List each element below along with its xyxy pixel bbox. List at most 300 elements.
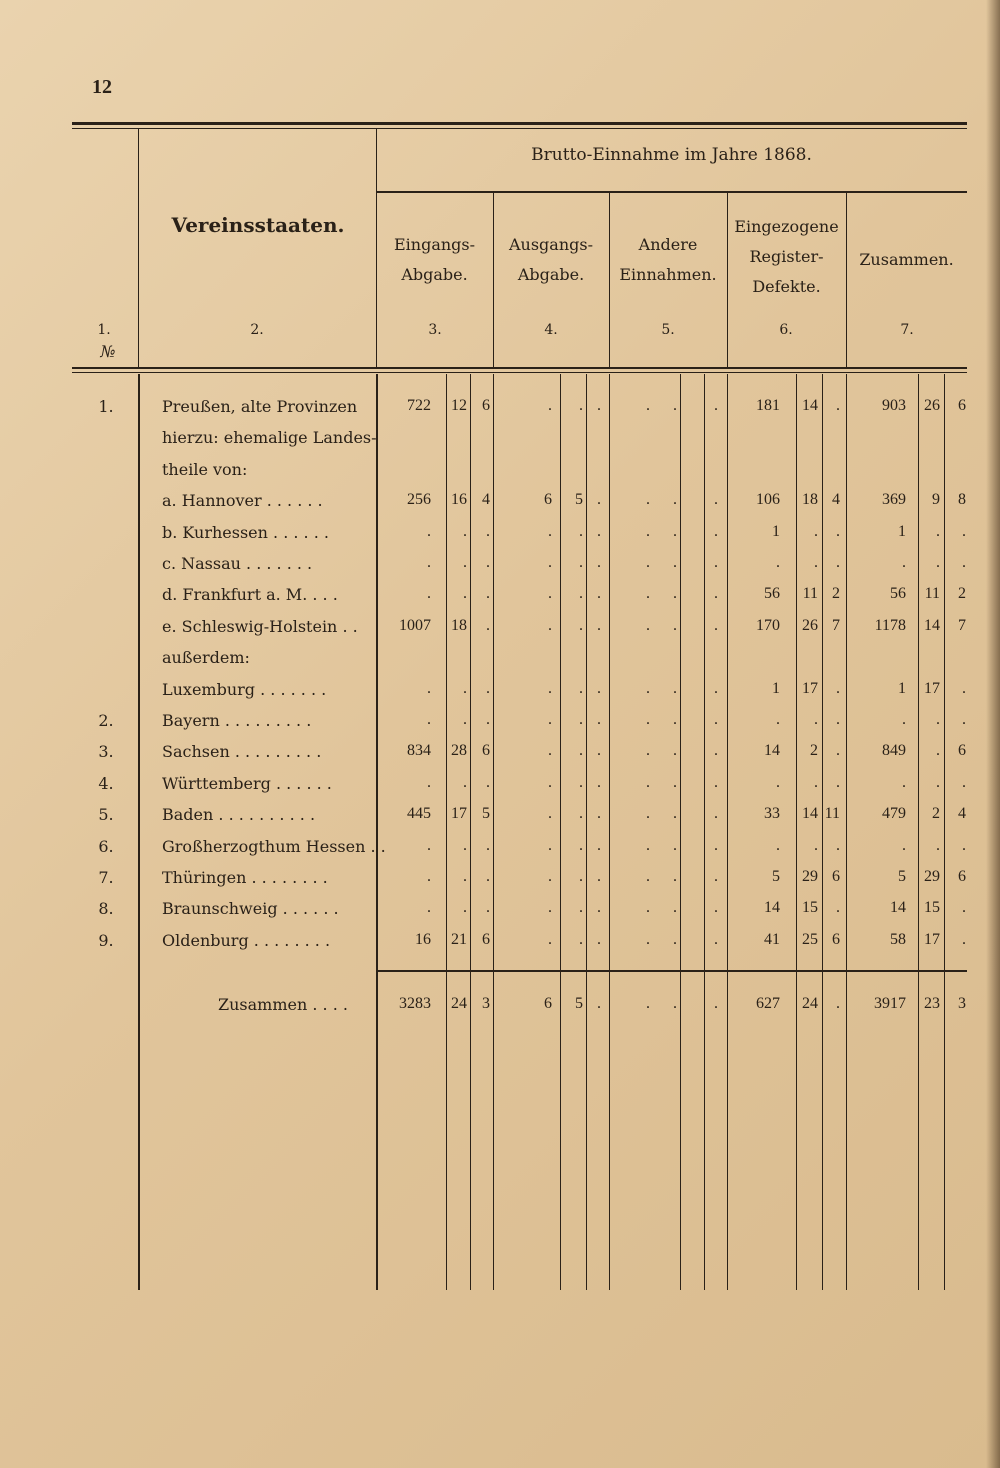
table-cell: .	[646, 868, 650, 885]
table-cell: .	[673, 523, 677, 540]
table-cell: .	[902, 837, 906, 854]
row-label: hierzu: ehemalige Landes-	[162, 428, 377, 447]
table-cell: .	[548, 523, 552, 540]
col-header-line: Abgabe.	[517, 265, 585, 284]
table-cell: .	[597, 742, 601, 759]
table-cell: .	[673, 680, 677, 697]
table-cell: .	[646, 711, 650, 728]
table-cell: 26	[802, 617, 818, 634]
table-cell: .	[714, 899, 718, 916]
table-cell: .	[836, 711, 840, 728]
table-cell: .	[486, 585, 490, 602]
table-cell: .	[673, 995, 677, 1012]
table-cell: 6	[958, 397, 966, 414]
table-cell: .	[597, 837, 601, 854]
col-header-eingang	[376, 230, 493, 290]
table-cell: 15	[924, 899, 940, 916]
table-cell: 9	[932, 491, 940, 508]
table-cell: 1	[772, 680, 780, 697]
table-cell: 14	[764, 742, 780, 759]
table-cell: .	[714, 397, 718, 414]
table-cell: 23	[924, 995, 940, 1012]
table-cell: .	[597, 995, 601, 1012]
total-label: Zusammen . . . .	[218, 995, 348, 1014]
table-cell: .	[427, 523, 431, 540]
table-cell: 3	[482, 995, 490, 1012]
row-number: 2.	[98, 711, 114, 730]
table-cell: .	[962, 711, 966, 728]
table-cell: .	[486, 680, 490, 697]
table-cell: .	[646, 774, 650, 791]
table-cell: .	[463, 774, 467, 791]
table-cell: .	[673, 397, 677, 414]
table-cell: 56	[890, 585, 906, 602]
table-cell: .	[427, 837, 431, 854]
table-cell: .	[714, 680, 718, 697]
col-header-line: Abgabe.	[401, 265, 468, 284]
table-cell: .	[936, 554, 940, 571]
table-cell: .	[646, 837, 650, 854]
table-cell: .	[673, 774, 677, 791]
table-cell: 2	[832, 585, 840, 602]
main-title: Brutto-Einnahme im Jahre 1868.	[531, 145, 812, 165]
column-rule	[680, 374, 681, 1290]
table-cell: 903	[882, 397, 906, 414]
table-cell: .	[597, 868, 601, 885]
table-cell: .	[836, 554, 840, 571]
table-cell: .	[714, 837, 718, 854]
table-cell: .	[463, 523, 467, 540]
row-number: 6.	[98, 837, 114, 856]
row-label: Bayern . . . . . . . . .	[162, 711, 312, 730]
table-cell: .	[836, 397, 840, 414]
row-label: Thüringen . . . . . . . .	[162, 868, 328, 887]
table-cell: .	[597, 680, 601, 697]
column-rule	[944, 374, 945, 1290]
table-cell: .	[814, 523, 818, 540]
table-cell: .	[548, 711, 552, 728]
table-cell: 6	[832, 868, 840, 885]
table-cell: .	[427, 585, 431, 602]
table-cell: .	[486, 554, 490, 571]
table-cell: .	[646, 523, 650, 540]
table-cell: .	[548, 585, 552, 602]
table-cell: .	[936, 742, 940, 759]
table-cell: 5	[575, 995, 583, 1012]
top-rule-thin	[72, 128, 967, 129]
table-cell: 17	[802, 680, 818, 697]
col-number: 4.	[544, 322, 558, 338]
table-cell: .	[673, 491, 677, 508]
table-cell: .	[673, 617, 677, 634]
row-number: 8.	[98, 899, 114, 918]
header-subrule	[376, 191, 967, 193]
table-cell: .	[962, 680, 966, 697]
table-cell: .	[673, 837, 677, 854]
table-cell: .	[579, 617, 583, 634]
column-rule	[376, 374, 378, 1290]
table-cell: .	[548, 554, 552, 571]
row-label: Baden . . . . . . . . . .	[162, 805, 316, 824]
row-label: Preußen, alte Provinzen	[162, 397, 358, 416]
table-cell: .	[714, 995, 718, 1012]
table-cell: 29	[802, 868, 818, 885]
row-label: theile von:	[162, 460, 248, 479]
row-number: 1.	[98, 397, 114, 416]
table-cell: .	[548, 397, 552, 414]
table-cell: 369	[882, 491, 906, 508]
table-cell: 1	[898, 523, 906, 540]
table-cell: .	[714, 491, 718, 508]
table-cell: .	[673, 742, 677, 759]
table-cell: 6	[958, 868, 966, 885]
table-cell: 1	[772, 523, 780, 540]
table-cell: 15	[802, 899, 818, 916]
table-cell: 6	[544, 491, 552, 508]
table-cell: 14	[764, 899, 780, 916]
table-cell: .	[597, 554, 601, 571]
table-cell: .	[548, 742, 552, 759]
table-cell: .	[836, 995, 840, 1012]
row-label: Württemberg . . . . . .	[162, 774, 332, 793]
column-rule	[138, 374, 140, 1290]
row-label: Oldenburg . . . . . . . .	[162, 931, 331, 950]
table-cell: .	[597, 523, 601, 540]
col-number: 5.	[661, 322, 675, 338]
row-number: 4.	[98, 774, 114, 793]
col-header-ausgang	[493, 230, 609, 290]
table-cell: 25	[802, 931, 818, 948]
table-cell: 4	[832, 491, 840, 508]
table-cell: .	[548, 805, 552, 822]
col-number: 7.	[900, 322, 914, 338]
column-rule	[727, 374, 728, 1290]
column-rule	[822, 374, 823, 1290]
col-header-line: Ausgangs-	[508, 235, 593, 254]
table-cell: .	[579, 868, 583, 885]
table-cell: 6	[832, 931, 840, 948]
table-cell: .	[463, 711, 467, 728]
table-cell: .	[463, 680, 467, 697]
column-rule	[586, 374, 587, 1290]
table-cell: .	[936, 711, 940, 728]
table-cell: .	[814, 554, 818, 571]
table-cell: 2	[810, 742, 818, 759]
table-cell: .	[597, 899, 601, 916]
table-cell: 11	[924, 585, 940, 602]
table-cell: 58	[890, 931, 906, 948]
table-cell: .	[548, 931, 552, 948]
table-cell: 16	[415, 931, 431, 948]
table-cell: .	[579, 523, 583, 540]
table-cell: 29	[924, 868, 940, 885]
row-label: a. Hannover . . . . . .	[162, 491, 323, 510]
table-cell: .	[673, 868, 677, 885]
table-cell: 1007	[399, 617, 431, 634]
row-label: außerdem:	[162, 648, 250, 667]
table-cell: .	[597, 774, 601, 791]
col-header-line: Eingangs-	[393, 235, 476, 254]
table-cell: 181	[756, 397, 780, 414]
row-label: b. Kurhessen . . . . . .	[162, 523, 329, 542]
table-cell: .	[673, 554, 677, 571]
table-cell: .	[427, 680, 431, 697]
table-cell: 18	[451, 617, 467, 634]
table-cell: .	[714, 805, 718, 822]
table-cell: .	[962, 931, 966, 948]
table-cell: 16	[451, 491, 467, 508]
table-cell: .	[646, 491, 650, 508]
col-header-line: Einnahmen.	[619, 265, 717, 284]
table-cell: .	[548, 680, 552, 697]
top-rule	[72, 122, 967, 125]
table-cell: 17	[924, 680, 940, 697]
table-cell: .	[579, 554, 583, 571]
table-cell: .	[579, 899, 583, 916]
table-cell: .	[673, 805, 677, 822]
table-cell: .	[936, 774, 940, 791]
number-sign: №	[100, 342, 116, 361]
table-cell: 18	[802, 491, 818, 508]
table-cell: .	[776, 711, 780, 728]
table-cell: .	[714, 711, 718, 728]
table-cell: .	[597, 931, 601, 948]
row-number: 3.	[98, 742, 114, 761]
table-cell: 14	[802, 805, 818, 822]
table-cell: .	[548, 774, 552, 791]
table-cell: .	[579, 931, 583, 948]
row-number: 7.	[98, 868, 114, 887]
table-cell: .	[836, 774, 840, 791]
table-cell: .	[463, 899, 467, 916]
table-cell: .	[714, 868, 718, 885]
table-cell: .	[486, 523, 490, 540]
table-cell: .	[646, 680, 650, 697]
table-cell: .	[962, 837, 966, 854]
table-cell: .	[714, 742, 718, 759]
column-rule	[470, 374, 471, 1290]
col-header-zusammen	[846, 245, 967, 275]
table-cell: 106	[756, 491, 780, 508]
table-cell: .	[836, 899, 840, 916]
col-header-line: Zusammen.	[859, 250, 954, 269]
table-cell: .	[836, 680, 840, 697]
table-cell: .	[776, 837, 780, 854]
table-cell: 170	[756, 617, 780, 634]
table-cell: .	[548, 868, 552, 885]
table-cell: .	[463, 837, 467, 854]
table-cell: .	[814, 837, 818, 854]
table-cell: 2	[958, 585, 966, 602]
table-cell: .	[714, 774, 718, 791]
table-cell: 41	[764, 931, 780, 948]
table-cell: .	[427, 554, 431, 571]
table-cell: 1178	[874, 617, 906, 634]
total-rule	[376, 970, 967, 972]
table-cell: .	[962, 899, 966, 916]
table-cell: 5	[772, 868, 780, 885]
table-cell: 4	[482, 491, 490, 508]
table-cell: .	[962, 523, 966, 540]
table-cell: .	[962, 774, 966, 791]
table-cell: 1	[898, 680, 906, 697]
table-cell: 33	[764, 805, 780, 822]
row-label: Luxemburg . . . . . . .	[162, 680, 327, 699]
table-cell: .	[673, 899, 677, 916]
row-label: Großherzogthum Hessen . .	[162, 837, 386, 856]
header-divider	[846, 192, 847, 368]
table-cell: .	[427, 711, 431, 728]
table-cell: .	[836, 523, 840, 540]
row-label: e. Schleswig-Holstein . .	[162, 617, 358, 636]
row-label: Braunschweig . . . . . .	[162, 899, 339, 918]
table-cell: .	[486, 711, 490, 728]
table-cell: 6	[544, 995, 552, 1012]
table-cell: 4	[958, 805, 966, 822]
table-cell: .	[646, 805, 650, 822]
col-header-line: Defekte.	[752, 277, 821, 296]
table-cell: .	[814, 774, 818, 791]
table-cell: 14	[924, 617, 940, 634]
table-cell: .	[646, 397, 650, 414]
table-cell: .	[646, 554, 650, 571]
table-cell: .	[486, 837, 490, 854]
table-cell: 2	[932, 805, 940, 822]
table-cell: 5	[898, 868, 906, 885]
row-label: Sachsen . . . . . . . . .	[162, 742, 322, 761]
table-cell: 28	[451, 742, 467, 759]
table-cell: .	[579, 774, 583, 791]
table-cell: .	[902, 711, 906, 728]
table-cell: .	[486, 868, 490, 885]
header-bottom-rule-thin	[72, 372, 967, 373]
table-cell: 3917	[874, 995, 906, 1012]
table-cell: 7	[958, 617, 966, 634]
table-cell: .	[597, 805, 601, 822]
table-cell: 834	[407, 742, 431, 759]
table-cell: 14	[802, 397, 818, 414]
col-number: 6.	[779, 322, 793, 338]
table-cell: 5	[575, 491, 583, 508]
table-cell: 24	[802, 995, 818, 1012]
table-cell: 12	[451, 397, 467, 414]
table-cell: .	[646, 742, 650, 759]
table-cell: .	[597, 491, 601, 508]
table-cell: .	[427, 868, 431, 885]
table-cell: .	[463, 868, 467, 885]
table-cell: .	[646, 585, 650, 602]
table-cell: 6	[958, 742, 966, 759]
table-cell: .	[548, 837, 552, 854]
table-cell: .	[936, 837, 940, 854]
table-cell: 5	[482, 805, 490, 822]
table-cell: 17	[924, 931, 940, 948]
table-cell: .	[597, 397, 601, 414]
column-rule	[796, 374, 797, 1290]
table-cell: .	[646, 931, 650, 948]
table-cell: .	[714, 554, 718, 571]
column-rule	[704, 374, 705, 1290]
table-cell: .	[463, 554, 467, 571]
table-cell: .	[486, 899, 490, 916]
column-rule	[493, 374, 494, 1290]
table-cell: 627	[756, 995, 780, 1012]
table-cell: .	[597, 585, 601, 602]
table-cell: .	[427, 899, 431, 916]
table-cell: .	[836, 837, 840, 854]
table-cell: .	[579, 711, 583, 728]
col-header-line: Eingezogene	[734, 217, 839, 236]
row-number: 5.	[98, 805, 114, 824]
table-cell: 14	[890, 899, 906, 916]
table-cell: .	[579, 837, 583, 854]
table-cell: 6	[482, 742, 490, 759]
row-label: c. Nassau . . . . . . .	[162, 554, 313, 573]
table-cell: .	[646, 617, 650, 634]
table-cell: .	[673, 931, 677, 948]
table-cell: 56	[764, 585, 780, 602]
table-cell: .	[936, 523, 940, 540]
table-cell: 3	[958, 995, 966, 1012]
table-cell: 722	[407, 397, 431, 414]
table-cell: .	[463, 585, 467, 602]
column-rule	[446, 374, 447, 1290]
table-cell: 849	[882, 742, 906, 759]
column-rule	[560, 374, 561, 1290]
table-cell: .	[714, 523, 718, 540]
table-cell: .	[902, 554, 906, 571]
table-cell: .	[597, 617, 601, 634]
table-cell: .	[597, 711, 601, 728]
table-cell: .	[776, 774, 780, 791]
page-edge-shadow	[986, 0, 1000, 1468]
table-cell: 26	[924, 397, 940, 414]
table-cell: .	[579, 805, 583, 822]
table-cell: .	[814, 711, 818, 728]
table-cell: .	[673, 585, 677, 602]
col-number: 1.	[97, 322, 111, 338]
col-number: 3.	[428, 322, 442, 338]
col-number: 2.	[250, 322, 264, 338]
col-header-line: Register-	[749, 247, 824, 266]
table-cell: .	[776, 554, 780, 571]
table-cell: 445	[407, 805, 431, 822]
table-cell: .	[646, 899, 650, 916]
table-cell: 24	[451, 995, 467, 1012]
table-cell: 7	[832, 617, 840, 634]
table-cell: .	[579, 680, 583, 697]
column-rule	[918, 374, 919, 1290]
table-cell: .	[486, 617, 490, 634]
col-header-line: Andere	[638, 235, 698, 254]
page-number: 12	[92, 76, 112, 98]
table-cell: .	[427, 774, 431, 791]
table-cell: 11	[824, 805, 840, 822]
table-cell: 3283	[399, 995, 431, 1012]
table-cell: .	[486, 774, 490, 791]
table-cell: .	[579, 585, 583, 602]
table-cell: 479	[882, 805, 906, 822]
table-cell: .	[646, 995, 650, 1012]
table-cell: .	[714, 617, 718, 634]
table-cell: .	[548, 617, 552, 634]
table-cell: .	[579, 397, 583, 414]
table-cell: .	[714, 585, 718, 602]
table-cell: 17	[451, 805, 467, 822]
table-cell: 21	[451, 931, 467, 948]
column-rule	[846, 374, 847, 1290]
table-cell: 6	[482, 397, 490, 414]
